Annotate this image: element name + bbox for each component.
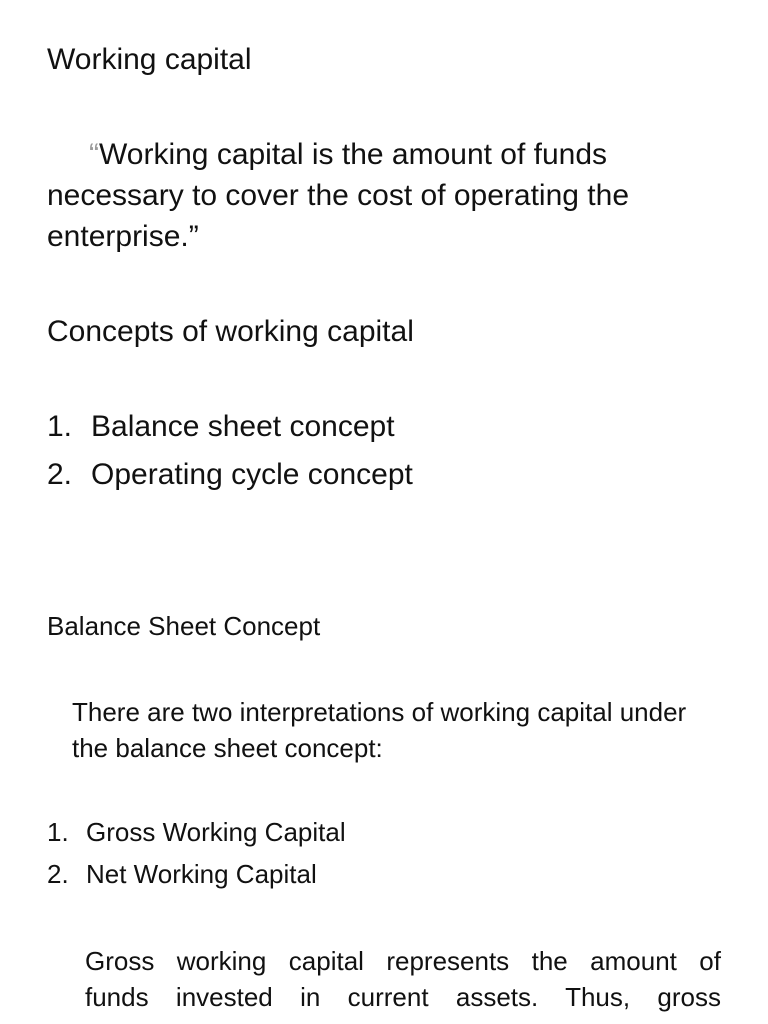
page-title: Working capital — [47, 43, 252, 76]
gross-working-capital-paragraph — [85, 943, 721, 1015]
open-quote-mark: “ — [89, 138, 99, 171]
list-item-label: Gross Working Capital — [86, 817, 346, 847]
balance-sheet-intro-paragraph: There are two interpretations of working capital under the balance sheet concept: — [72, 697, 687, 763]
concepts-list-item — [47, 457, 413, 493]
concepts-list-item — [47, 409, 395, 445]
list-number: 1. — [47, 817, 69, 847]
list-item-label: Balance sheet concept — [91, 410, 395, 443]
balance-sheet-list-item — [47, 858, 317, 890]
list-item-label: Operating cycle concept — [91, 458, 413, 491]
definition-text: Working capital is the amount of funds necessary to cover the cost of operating the enterprise.” — [47, 138, 629, 253]
list-number: 2. — [47, 859, 69, 889]
list-number: 2. — [47, 458, 73, 491]
list-number: 1. — [47, 410, 73, 443]
balance-sheet-list-item — [47, 816, 346, 848]
working-capital-definition — [47, 134, 737, 257]
paragraph-line: funds invested in current assets. Thus, gross — [85, 982, 721, 1012]
paragraph-line: Gross working capital represents the amount of — [85, 946, 721, 976]
list-item-label: Net Working Capital — [86, 859, 317, 889]
concepts-heading: Concepts of working capital — [47, 315, 414, 348]
balance-sheet-concept-heading: Balance Sheet Concept — [47, 611, 321, 641]
